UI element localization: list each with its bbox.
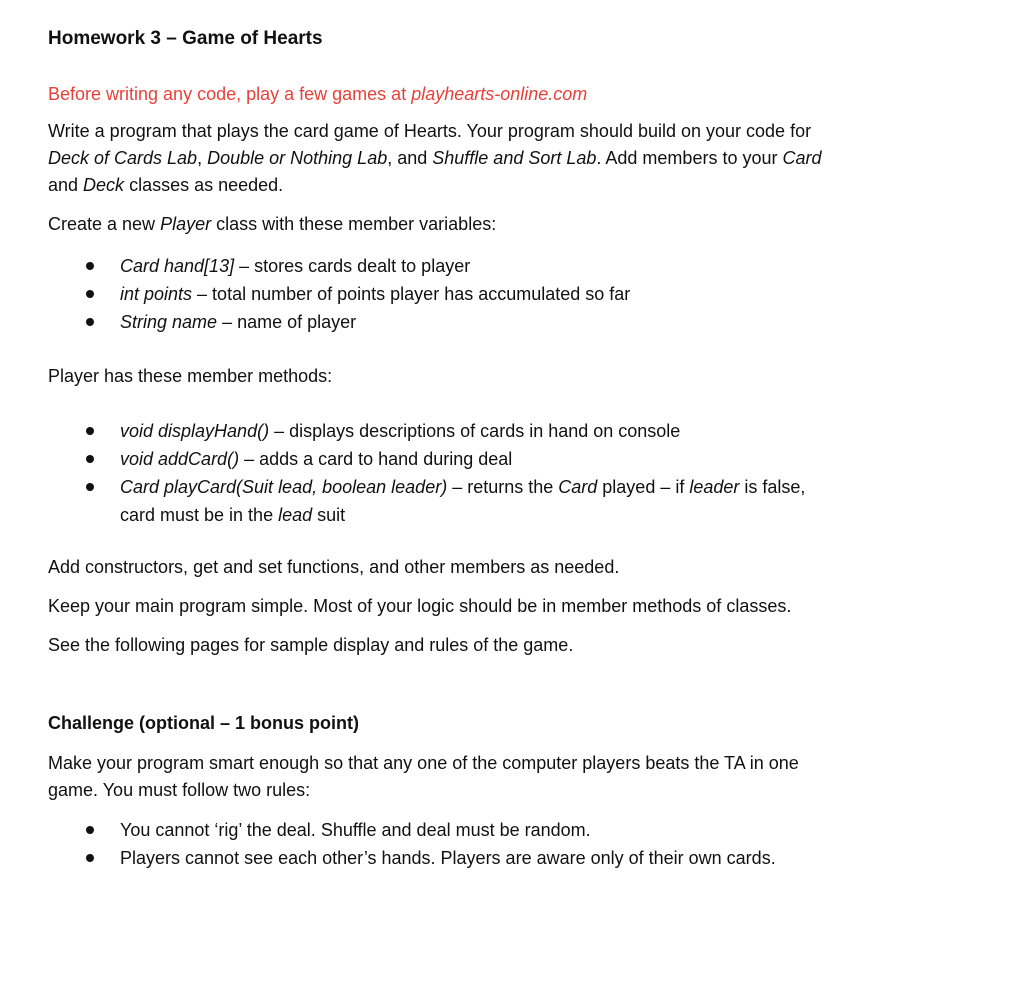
list-item — [48, 252, 630, 280]
text-run: card must be in the — [120, 505, 279, 525]
rule-text: You cannot ‘rig’ the deal. Shuffle and deal must be random. — [120, 820, 591, 840]
member-description: – name of player — [217, 312, 357, 332]
bullet-icon — [86, 290, 94, 298]
challenge-line-2: game. You must follow two rules: — [48, 780, 311, 800]
text-run: Create a new — [48, 214, 161, 234]
lab-name: Deck of Cards Lab — [48, 148, 198, 168]
member-variables-list — [48, 252, 630, 336]
text-run: played – if — [597, 477, 690, 497]
note-constructors: Add constructors, get and set functions, and other members as needed. — [48, 557, 620, 577]
list-item — [48, 417, 805, 445]
bullet-icon — [86, 826, 94, 834]
method-description: – displays descriptions of cards in hand on console — [269, 421, 681, 441]
method-signature: Card playCard(Suit lead, boolean leader) — [120, 477, 448, 497]
text-run: classes as needed. — [124, 175, 284, 195]
list-item — [48, 280, 630, 308]
intro-paragraph — [48, 118, 822, 199]
text-run: , — [197, 148, 208, 168]
lab-name: Shuffle and Sort Lab — [432, 148, 597, 168]
list-item — [48, 473, 805, 529]
bullet-icon — [86, 318, 94, 326]
member-description: – total number of points player has accumulated so far — [192, 284, 631, 304]
note-following-pages: See the following pages for sample display and rules of the game. — [48, 635, 574, 655]
method-signature: void addCard() — [120, 449, 240, 469]
method-description: – adds a card to hand during deal — [239, 449, 513, 469]
text-run: , and — [387, 148, 433, 168]
param-name: leader — [689, 477, 740, 497]
notice-link[interactable]: playhearts-online.com — [411, 84, 588, 104]
challenge-rules-list — [48, 816, 776, 872]
param-name: lead — [278, 505, 313, 525]
class-name: Card — [558, 477, 598, 497]
list-item — [48, 308, 630, 336]
challenge-line-1: Make your program smart enough so that any one of the computer players beats the TA in one — [48, 753, 799, 773]
method-signature: void displayHand() — [120, 421, 270, 441]
class-name: Deck — [83, 175, 125, 195]
member-description: – stores cards dealt to player — [234, 256, 471, 276]
note-main-program: Keep your main program simple. Most of your logic should be in member methods of classes. — [48, 596, 792, 616]
text-run: and — [48, 175, 84, 195]
text-run: suit — [312, 505, 346, 525]
list-item — [48, 816, 776, 844]
member-signature: int points — [120, 284, 193, 304]
bullet-icon — [86, 427, 94, 435]
text-run: – returns the — [447, 477, 559, 497]
class-name: Player — [160, 214, 212, 234]
challenge-heading: Challenge (optional – 1 bonus point) — [48, 713, 359, 733]
list-item — [48, 844, 776, 872]
rule-text: Players cannot see each other’s hands. Players are aware only of their own cards. — [120, 848, 776, 868]
bullet-icon — [86, 262, 94, 270]
text-run: class with these member variables: — [211, 214, 497, 234]
player-vars-intro — [48, 211, 496, 238]
notice-text: Before writing any code, play a few games at — [48, 84, 412, 104]
text-run: . Add members to your — [596, 148, 783, 168]
member-methods-list — [48, 417, 805, 529]
class-name: Card — [782, 148, 822, 168]
text-run: is false, — [739, 477, 806, 497]
list-item — [48, 445, 805, 473]
bullet-icon — [86, 455, 94, 463]
lab-name: Double or Nothing Lab — [207, 148, 388, 168]
intro-line-1: Write a program that plays the card game of Hearts. Your program should build on your code for — [48, 121, 812, 141]
page-title: Homework 3 – Game of Hearts — [48, 28, 323, 49]
challenge-paragraph — [48, 750, 799, 804]
member-signature: String name — [120, 312, 218, 332]
intro-line-2 — [48, 145, 822, 172]
notice-line — [48, 84, 587, 105]
bullet-icon — [86, 854, 94, 862]
player-methods-intro: Player has these member methods: — [48, 366, 333, 386]
member-signature: Card hand[13] — [120, 256, 235, 276]
intro-line-3 — [48, 172, 822, 199]
bullet-icon — [86, 483, 94, 491]
